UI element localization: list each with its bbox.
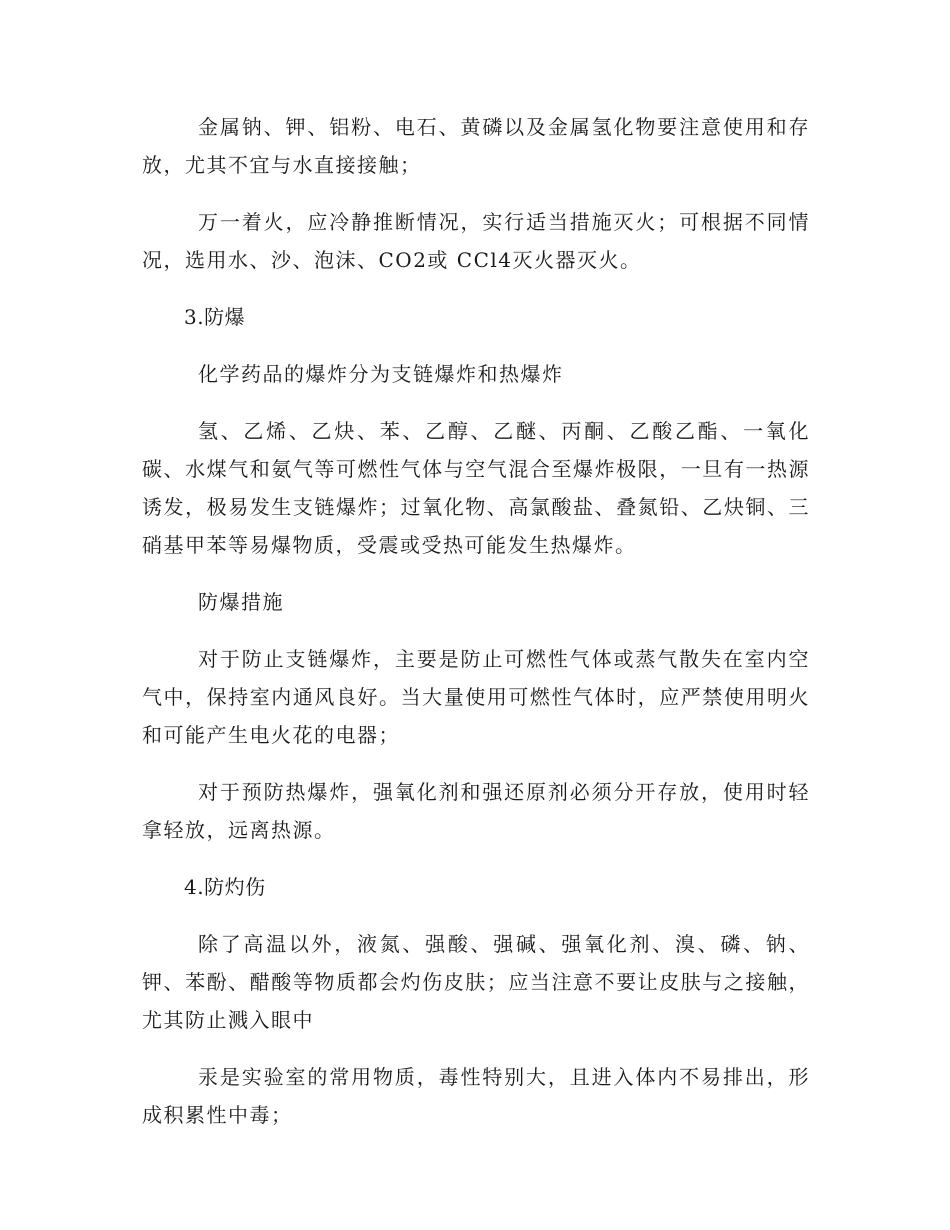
paragraph-chain-explosion-prevention: 对于防止支链爆炸，主要是防止可燃性气体或蒸气散失在室内空气中，保持室内通风良好。当大量使用可燃性气体时，应严禁使用明火和可能产生电火花的电器； (142, 647, 810, 747)
paragraph-explosion-types: 化学药品的爆炸分为支链爆炸和热爆炸 (198, 362, 564, 386)
paragraph-mercury-toxicity: 汞是实验室的常用物质，毒性特别大，且进入体内不易排出，形成积累性中毒； (142, 1065, 810, 1127)
paragraph-burn-substances: 除了高温以外，液氮、强酸、强碱、强氧化剂、溴、磷、钠、钾、苯酚、醋酸等物质都会灼伤皮肤；应当注意不要让皮肤与之接触，尤其防止溅入眼中 (142, 932, 810, 1032)
section-heading-burns: 4.防灼伤 (184, 875, 266, 899)
document-body (142, 108, 810, 1153)
paragraph-explosion-measures-title: 防爆措施 (198, 590, 284, 614)
section-heading-explosion: 3.防爆 (184, 305, 246, 329)
paragraph-metal-storage: 金属钠、钾、铝粉、电石、黄磷以及金属氢化物要注意使用和存放，尤其不宜与水直接接触； (142, 115, 810, 177)
paragraph-explosive-substances: 氢、乙烯、乙炔、苯、乙醇、乙醚、丙酮、乙酸乙酯、一氧化碳、水煤气和氨气等可燃性气体与空气混合至爆炸极限，一旦有一热源诱发，极易发生支链爆炸；过氧化物、高氯酸盐、叠氮铅、乙炔铜、三硝基甲苯等易爆物质，受震或受热可能发生热爆炸。 (142, 419, 810, 557)
paragraph-thermal-explosion-prevention: 对于预防热爆炸，强氧化剂和强还原剂必须分开存放，使用时轻拿轻放，远离热源。 (142, 780, 810, 842)
paragraph-fire-response: 万一着火，应冷静推断情况，实行适当措施灭火；可根据不同情况，选用水、沙、泡沫、CO2或 CCl4灭火器灭火。 (142, 210, 810, 272)
